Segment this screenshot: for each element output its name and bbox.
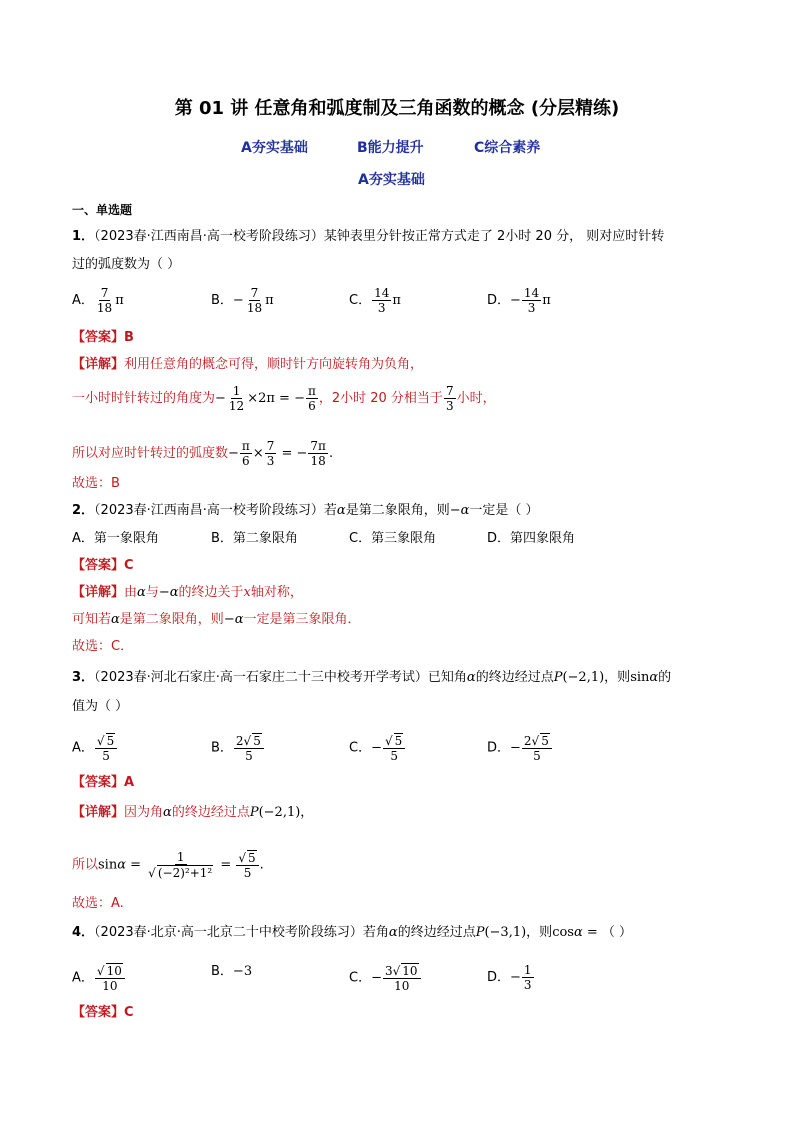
q2-detail1c: 的终边关于 (178, 585, 244, 600)
q1-detail3a: 所以对应时针转过的弧度数 (72, 446, 229, 461)
q3-detail1b: 的终边经过点 (171, 805, 250, 820)
detail-label: 【详解】 (72, 805, 125, 820)
q3-stem-line2: 值为（ ） (72, 699, 129, 714)
q3-option-d-label: D． (487, 740, 511, 756)
q4-option-a-frac: $\frac{√ 10}{10}$ (95, 963, 125, 993)
q3-option-a-label: A． (72, 740, 94, 756)
q4-option-b[interactable]: B．−3 (211, 964, 253, 979)
q2-choose-value: C． (111, 639, 134, 654)
q2-choose (72, 638, 133, 656)
q1-choose (72, 475, 120, 493)
q3-answer (72, 774, 134, 792)
q3-frac-result: $\frac{√ 5}{5}$ (236, 850, 258, 880)
q1-frac-pi-6: $\frac{\pi}{6}$ (307, 384, 316, 413)
q2-detail2a: 可知若 (72, 612, 112, 627)
answer-label: 【答案】 (72, 775, 125, 790)
q1-detail2b: ，2小时 20 分相当于 (318, 391, 443, 406)
q1-frac-1-12: $\frac{1}{12}$ (228, 384, 245, 413)
choose-label: 故选： (72, 896, 112, 911)
q4-number: 4． (72, 925, 95, 940)
q1-option-d-frac: $\frac{14}{3}$ (523, 286, 540, 315)
q2-answer (72, 557, 134, 575)
q4-option-c-label: C． (349, 970, 372, 986)
q3-stem-line1: 3．（2023春·河北石家庄·高一石家庄二十三中校考开学考试）已知角α的终边经过点P(−2,1)，则sinα的 (72, 670, 672, 685)
q1-frac-7pi-18: $\frac{7\pi}{18}$ (310, 439, 326, 468)
answer-label: 【答案】 (72, 1005, 125, 1020)
answer-label: 【答案】 (72, 330, 125, 345)
q4-option-c[interactable]: C．− $\frac{3√ 10}{10}$ (349, 963, 422, 993)
detail-label: 【详解】 (72, 585, 125, 600)
q1-frac-pi-6b: $\frac{\pi}{6}$ (241, 439, 250, 468)
q2-option-c[interactable]: C．第三象限角 (349, 531, 437, 546)
q3-text1c: ，则 (604, 670, 631, 685)
q3-frac-main: $\frac{1}{\text{√ (−2)²+1²}}$ (148, 850, 213, 880)
q1-option-c-label: C． (349, 293, 372, 308)
q2-option-d[interactable]: D．第四象限角 (487, 531, 576, 546)
answer-label: 【答案】 (72, 558, 125, 573)
q1-option-d-label: D． (487, 293, 511, 308)
q2-detail1d: 轴对称， (250, 585, 303, 600)
q2-number: 2． (72, 503, 95, 518)
q1-number: 1． (72, 229, 95, 244)
choose-label: 故选： (72, 476, 112, 491)
q4-option-d[interactable]: D．− $\frac{1}{3}$ (487, 963, 532, 992)
q1-detail-line2: 一小时时针转过的角度为− $\frac{1}{12}$ ×2π = − $\frac{\pi}{6}$ ，2小时 20 分相当于 $\frac{7}{3}$ 小时， (72, 384, 496, 413)
q4-option-d-label: D． (487, 970, 511, 985)
q3-option-d[interactable]: D．− $\frac{2√ 5}{5}$ (487, 733, 553, 763)
q2-detail-line1: 【详解】由α与−α的终边关于x轴对称， (72, 585, 303, 600)
q4-option-d-frac: $\frac{1}{3}$ (523, 963, 532, 992)
q1-stem-line1 (72, 228, 664, 246)
q3-detail-line2: 所以sinα = $\frac{1}{\text{√ (−2)²+1²}}$ = $\frac{√ 5}{5}$ . (72, 850, 264, 880)
q1-frac-7-3b: $\frac{7}{3}$ (266, 439, 275, 468)
q4-option-c-frac: $\frac{3√ 10}{10}$ (383, 963, 421, 993)
q1-text: （2023春·江西南昌·高一校考阶段练习）某钟表里分针按正常方式走了 2小时 20 分， 则对应时针转 (94, 229, 665, 244)
q4-option-a-label: A． (72, 970, 94, 986)
q3-option-c[interactable]: C．− $\frac{√ 5}{5}$ (349, 733, 406, 763)
detail-label: 【详解】 (72, 357, 125, 372)
q2-text-b: 是第二象限角，则 (345, 503, 450, 518)
q4-answer (72, 1004, 134, 1022)
q2-stem: 2．（2023春·江西南昌·高一校考阶段练习）若α是第二象限角，则−α一定是（ ） (72, 503, 539, 518)
level-c-link[interactable]: C综合素养 (474, 140, 541, 156)
q2-detail1a: 由 (124, 585, 138, 600)
q1-stem-line2: 过的弧度数为（ ） (72, 257, 181, 272)
q3-option-b-label: B． (211, 740, 233, 756)
q3-option-a-frac: $\frac{√ 5}{5}$ (95, 733, 117, 763)
q1-option-c[interactable]: C． $\frac{14}{3}$ π (349, 286, 401, 315)
q3-detail1a: 因为角 (124, 805, 164, 820)
q2-text-a: （2023春·江西南昌·高一校考阶段练习）若 (94, 503, 337, 518)
q3-choose (72, 895, 124, 913)
q4-text-b: 的终边经过点 (397, 925, 476, 940)
q1-detail2c: 小时， (456, 391, 496, 406)
q1-option-b-frac: $\frac{7}{18}$ (246, 286, 263, 315)
q3-choose-value: A. (111, 896, 124, 911)
choose-label: 故选： (72, 639, 112, 654)
q2-detail2b: 是第二象限角，则 (119, 612, 224, 627)
section-heading: A夯实基础 (358, 172, 425, 188)
q1-option-a-label: A． (72, 293, 94, 308)
part-heading: 一、单选题 (72, 203, 133, 217)
q1-detail-line1 (72, 356, 423, 374)
q3-text1d: 的 (658, 670, 672, 685)
q3-text1b: 的终边经过点 (475, 670, 554, 685)
q4-text-d: （ ） (601, 925, 633, 940)
q4-stem: 4．（2023春·北京·高一北京二十中校考阶段练习）若角α的终边经过点P(−3,1)，则cosα = （ ） (72, 925, 633, 940)
q3-option-c-label: C． (349, 740, 372, 756)
q2-option-b[interactable]: B．第二象限角 (211, 531, 298, 546)
q1-detail1-text: 利用任意角的概念可得，顺时针方向旋转角为负角， (124, 357, 424, 372)
q3-option-b[interactable] (211, 733, 265, 763)
q3-text1a: （2023春·河北石家庄·高一石家庄二十三中校考开学考试）已知角 (94, 670, 467, 685)
q3-option-b-frac: $\frac{2√ 5}{5}$ (234, 733, 264, 763)
q3-option-c-frac: $\frac{√ 5}{5}$ (383, 733, 405, 763)
q1-choose-value: B (111, 476, 120, 491)
q1-option-b-label: B． (211, 293, 233, 308)
q3-detail2a: 所以 (72, 857, 99, 873)
q1-option-a[interactable]: A． $\frac{7}{18}$ π (72, 286, 124, 315)
q2-option-a[interactable]: A．第一象限角 (72, 531, 159, 546)
q3-answer-value: A (124, 775, 135, 790)
level-a-link[interactable]: A夯实基础 (241, 140, 308, 156)
q1-option-c-frac: $\frac{14}{3}$ (374, 286, 390, 315)
q4-text-a: （2023春·北京·高一北京二十中校考阶段练习）若角 (94, 925, 389, 940)
q1-option-d[interactable]: D．− $\frac{14}{3}$ π (487, 286, 551, 315)
q3-detail-line1: 【详解】因为角α的终边经过点P(−2,1)， (72, 805, 314, 820)
q1-frac-7-3: $\frac{7}{3}$ (445, 384, 454, 413)
q1-detail2a: 一小时时针转过的角度为 (72, 391, 216, 406)
q4-text-c: ，则 (526, 925, 553, 940)
q2-answer-value: C (124, 558, 134, 573)
q3-option-a[interactable] (72, 733, 118, 763)
q3-number: 3． (72, 670, 95, 685)
q4-option-b-label: B． (211, 964, 233, 979)
q1-answer (72, 329, 134, 347)
q1-detail-line3: 所以对应时针转过的弧度数− $\frac{\pi}{6}$ × $\frac{7}{3}$ = − $\frac{7\pi}{18}$ . (72, 439, 334, 468)
q2-text-c: 一定是（ ） (469, 503, 539, 518)
q2-detail2c: 一定是第三象限角． (243, 612, 361, 627)
q1-option-a-frac: $\frac{7}{18}$ (96, 286, 113, 315)
q2-detail1b: 与 (145, 585, 159, 600)
level-b-link[interactable]: B能力提升 (357, 140, 424, 156)
q1-answer-value: B (124, 330, 134, 345)
q3-option-d-frac: $\frac{2√ 5}{5}$ (522, 733, 552, 763)
q1-option-b[interactable]: B．− $\frac{7}{18}$ π (211, 286, 274, 315)
page-title: 第 01 讲 任意角和弧度制及三角函数的概念 (分层精练) (174, 98, 620, 119)
q4-answer-value: C (124, 1005, 134, 1020)
q2-detail-line2: 可知若α是第二象限角，则−α一定是第三象限角． (72, 612, 361, 627)
q4-option-a[interactable] (72, 963, 126, 993)
